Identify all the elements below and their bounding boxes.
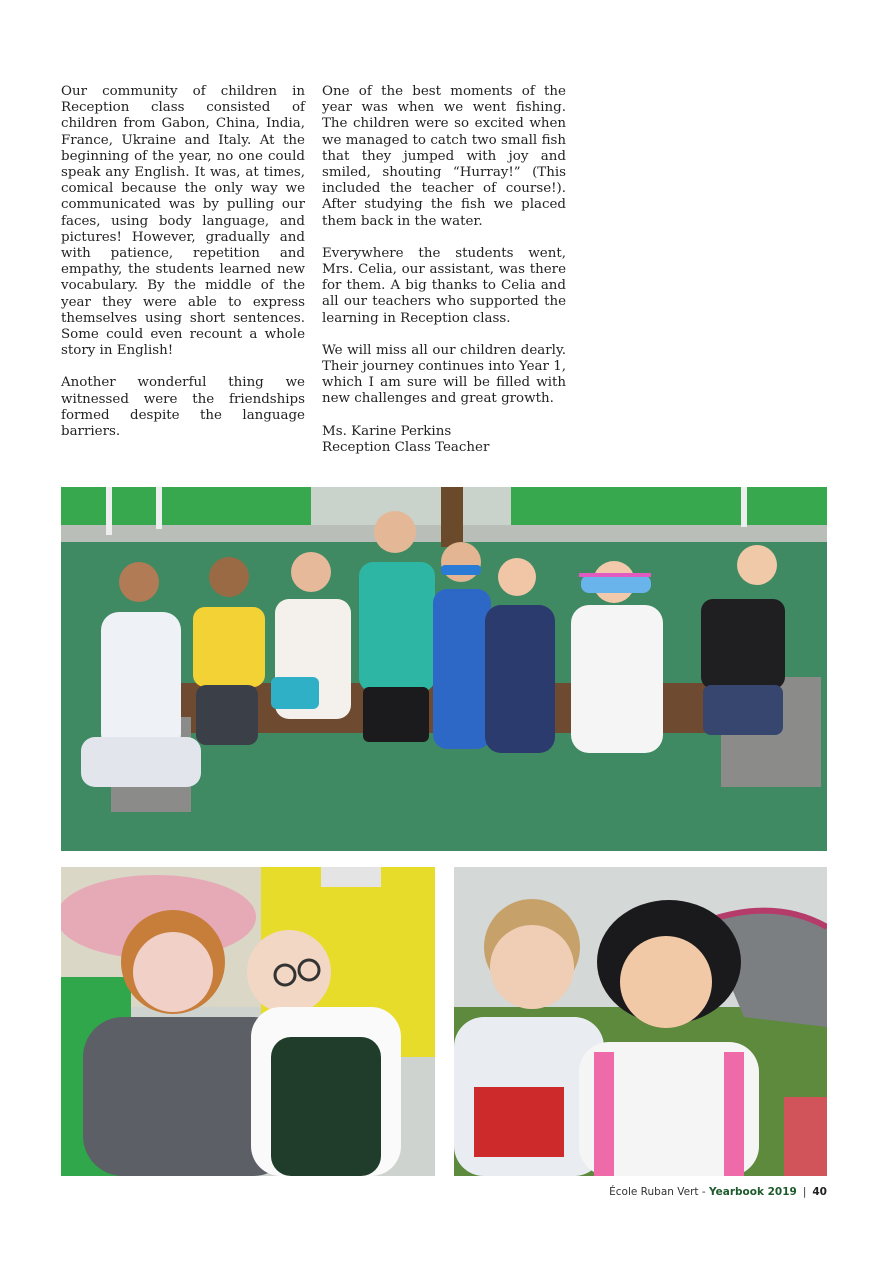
- article-column-left: [61, 84, 305, 456]
- page-footer: [609, 1186, 827, 1198]
- footer-separator: |: [802, 1186, 807, 1198]
- photo-boy-and-girl: [454, 867, 827, 1176]
- class-group-photo: [61, 487, 827, 851]
- paragraph: Everywhere the students went, Mrs. Celia, our assistant, was there for them. A big thanks to Celia and all our teachers who supported the learning in Reception class.: [322, 245, 566, 326]
- page-number: 40: [812, 1186, 827, 1198]
- paragraph: We will miss all our children dearly. Their journey continues into Year 1, which I am sure will be filled with new challenges and great growth.: [322, 342, 566, 407]
- paragraph: Another wonderful thing we witnessed were the friendships formed despite the language barriers.: [61, 375, 305, 440]
- footer-school: École Ruban Vert -: [609, 1186, 709, 1198]
- signature-role: Reception Class Teacher: [322, 439, 490, 455]
- article-column-right: [322, 84, 566, 456]
- footer-publication: Yearbook 2019: [708, 1186, 797, 1198]
- signature-name: Ms. Karine Perkins: [322, 423, 452, 439]
- signature: [322, 424, 566, 456]
- paragraph: Our community of children in Reception class consisted of children from Gabon, China, India, France, Ukraine and Italy. At the beginning of the year, no one could speak any English. It was, at times, comical because the only way we communicated was by pulling our faces, using body language, and pictures! However, gradually and with patience, repetition and empathy, the students learned new vocabulary. By the middle of the year they were able to express themselves using short sentences. Some could even recount a whole story in English!: [61, 84, 305, 359]
- photo-two-girls: [61, 867, 435, 1176]
- paragraph: One of the best moments of the year was when we went fishing. The children were so excited when we managed to catch two small fish that they jumped with joy and smiled, shouting “Hurray!” (This included the teacher of course!). After studying the fish we placed them back in the water.: [322, 84, 566, 229]
